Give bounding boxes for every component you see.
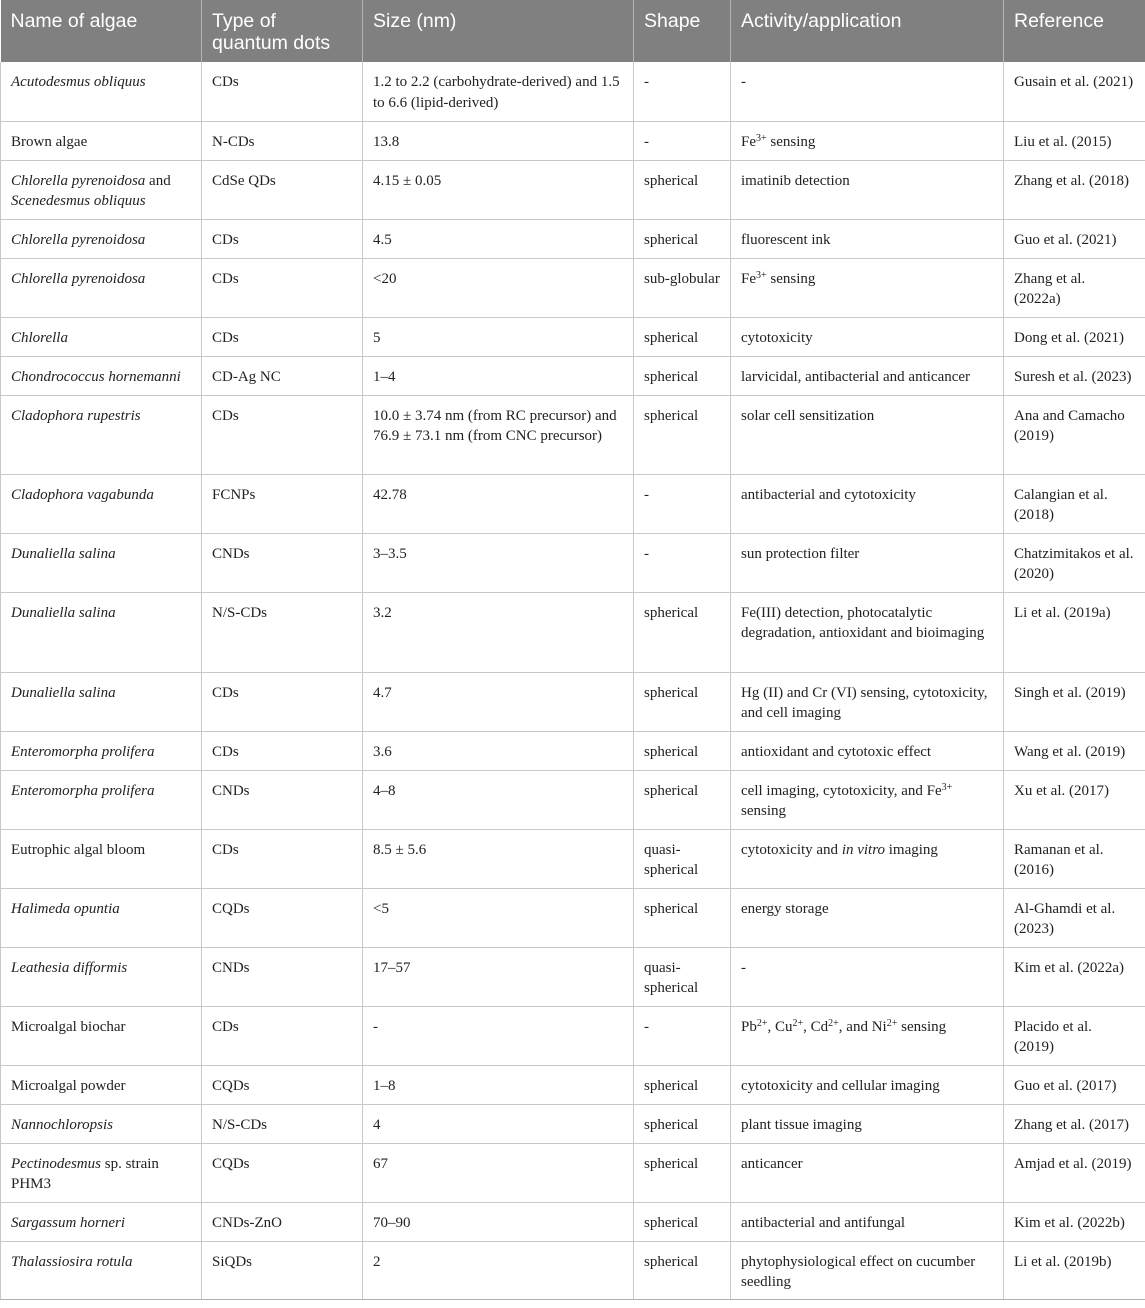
cell-name-of-algae: Chlorella pyrenoidosa — [1, 219, 202, 258]
cell-name-of-algae: Acutodesmus obliquus — [1, 62, 202, 121]
cell-name-of-algae: Microalgal biochar — [1, 1006, 202, 1065]
cell-size: 13.8 — [363, 121, 634, 160]
cell-activity-application: cytotoxicity and cellular imaging — [731, 1065, 1004, 1104]
cell-type-of-quantum-dots: CDs — [202, 829, 363, 888]
cell-type-of-quantum-dots: CQDs — [202, 1143, 363, 1202]
table-row — [1, 533, 1145, 592]
cell-size: 3.2 — [363, 592, 634, 672]
table-row — [1, 395, 1145, 474]
table-row — [1, 317, 1145, 356]
cell-reference: Wang et al. (2019) — [1004, 731, 1145, 770]
cell-name-of-algae: Leathesia difformis — [1, 947, 202, 1006]
cell-activity-application: solar cell sensitization — [731, 395, 1004, 474]
cell-name-of-algae: Pectinodesmus sp. strain PHM3 — [1, 1143, 202, 1202]
table-row — [1, 1202, 1145, 1241]
cell-activity-application: Fe(III) detection, photocatalytic degradation, antioxidant and bioimaging — [731, 592, 1004, 672]
cell-type-of-quantum-dots: CNDs — [202, 533, 363, 592]
cell-type-of-quantum-dots: N-CDs — [202, 121, 363, 160]
cell-activity-application: - — [731, 62, 1004, 121]
cell-name-of-algae: Halimeda opuntia — [1, 888, 202, 947]
cell-size: 5 — [363, 317, 634, 356]
cell-activity-application: antioxidant and cytotoxic effect — [731, 731, 1004, 770]
cell-size: 70–90 — [363, 1202, 634, 1241]
cell-shape: - — [634, 474, 731, 533]
cell-reference: Gusain et al. (2021) — [1004, 62, 1145, 121]
cell-type-of-quantum-dots: CDs — [202, 672, 363, 731]
cell-shape: - — [634, 121, 731, 160]
header-row — [1, 0, 1145, 62]
cell-type-of-quantum-dots: CDs — [202, 1006, 363, 1065]
cell-type-of-quantum-dots: CDs — [202, 219, 363, 258]
table-row — [1, 770, 1145, 829]
header-activity-application: Activity/application — [731, 0, 1004, 62]
cell-activity-application: antibacterial and cytotoxicity — [731, 474, 1004, 533]
table-row — [1, 829, 1145, 888]
cell-reference: Ana and Camacho (2019) — [1004, 395, 1145, 474]
cell-size: 17–57 — [363, 947, 634, 1006]
table-row — [1, 1241, 1145, 1299]
cell-reference: Xu et al. (2017) — [1004, 770, 1145, 829]
cell-activity-application: Hg (II) and Cr (VI) sensing, cytotoxicity, and cell imaging — [731, 672, 1004, 731]
cell-reference: Ramanan et al. (2016) — [1004, 829, 1145, 888]
cell-size: 4–8 — [363, 770, 634, 829]
cell-shape: spherical — [634, 160, 731, 219]
cell-reference: Li et al. (2019b) — [1004, 1241, 1145, 1299]
cell-name-of-algae: Chlorella pyrenoidosa — [1, 258, 202, 317]
cell-activity-application: $Pb^{2+}$, $Cu^{2+}$, $Cd^{2+}$, and $Ni^{2+}$ sensing — [731, 1006, 1004, 1065]
cell-reference: Li et al. (2019a) — [1004, 592, 1145, 672]
table-row — [1, 1104, 1145, 1143]
cell-size: 67 — [363, 1143, 634, 1202]
cell-activity-application: fluorescent ink — [731, 219, 1004, 258]
cell-shape: spherical — [634, 1241, 731, 1299]
cell-shape: spherical — [634, 672, 731, 731]
cell-size: - — [363, 1006, 634, 1065]
cell-shape: quasi-spherical — [634, 947, 731, 1006]
cell-name-of-algae: Chondrococcus hornemanni — [1, 356, 202, 395]
cell-size: <5 — [363, 888, 634, 947]
cell-shape: spherical — [634, 1202, 731, 1241]
cell-size: 4 — [363, 1104, 634, 1143]
cell-type-of-quantum-dots: CDs — [202, 395, 363, 474]
cell-type-of-quantum-dots: CDs — [202, 317, 363, 356]
cell-size: 4.15 ± 0.05 — [363, 160, 634, 219]
table-row — [1, 888, 1145, 947]
cell-type-of-quantum-dots: CDs — [202, 731, 363, 770]
cell-type-of-quantum-dots: CNDs — [202, 770, 363, 829]
cell-name-of-algae: Chlorella pyrenoidosa and Scenedesmus obliquus — [1, 160, 202, 219]
cell-type-of-quantum-dots: N/S-CDs — [202, 592, 363, 672]
cell-type-of-quantum-dots: CdSe QDs — [202, 160, 363, 219]
cell-activity-application: phytophysiological effect on cucumber seedling — [731, 1241, 1004, 1299]
cell-size: 3.6 — [363, 731, 634, 770]
cell-name-of-algae: Brown algae — [1, 121, 202, 160]
cell-shape: spherical — [634, 219, 731, 258]
cell-activity-application: cytotoxicity — [731, 317, 1004, 356]
cell-name-of-algae: Sargassum horneri — [1, 1202, 202, 1241]
table-row — [1, 1143, 1145, 1202]
cell-reference: Zhang et al. (2017) — [1004, 1104, 1145, 1143]
cell-shape: - — [634, 533, 731, 592]
cell-shape: spherical — [634, 1143, 731, 1202]
header-type-of-quantum-dots: Type of quantum dots — [202, 0, 363, 62]
cell-type-of-quantum-dots: CD-Ag NC — [202, 356, 363, 395]
cell-reference: Guo et al. (2021) — [1004, 219, 1145, 258]
cell-size: 3–3.5 — [363, 533, 634, 592]
cell-reference: Guo et al. (2017) — [1004, 1065, 1145, 1104]
table-row — [1, 474, 1145, 533]
cell-reference: Dong et al. (2021) — [1004, 317, 1145, 356]
cell-shape: - — [634, 62, 731, 121]
cell-shape: spherical — [634, 317, 731, 356]
cell-reference: Calangian et al. (2018) — [1004, 474, 1145, 533]
cell-name-of-algae: Enteromorpha prolifera — [1, 770, 202, 829]
table-row — [1, 731, 1145, 770]
table-row — [1, 121, 1145, 160]
cell-reference: Kim et al. (2022b) — [1004, 1202, 1145, 1241]
cell-shape: spherical — [634, 888, 731, 947]
cell-name-of-algae: Enteromorpha prolifera — [1, 731, 202, 770]
cell-size: 4.7 — [363, 672, 634, 731]
cell-activity-application: sun protection filter — [731, 533, 1004, 592]
cell-activity-application: $Fe^{3+}$ sensing — [731, 121, 1004, 160]
cell-size: 1.2 to 2.2 (carbohydrate-derived) and 1.5 to 6.6 (lipid-derived) — [363, 62, 634, 121]
table-row — [1, 219, 1145, 258]
table-row — [1, 160, 1145, 219]
cell-shape: spherical — [634, 356, 731, 395]
cell-shape: quasi-spherical — [634, 829, 731, 888]
cell-size: 2 — [363, 1241, 634, 1299]
cell-name-of-algae: Dunaliella salina — [1, 672, 202, 731]
cell-size: 42.78 — [363, 474, 634, 533]
cell-reference: Amjad et al. (2019) — [1004, 1143, 1145, 1202]
cell-reference: Kim et al. (2022a) — [1004, 947, 1145, 1006]
cell-shape: - — [634, 1006, 731, 1065]
cell-type-of-quantum-dots: CQDs — [202, 1065, 363, 1104]
table-row — [1, 1065, 1145, 1104]
cell-shape: spherical — [634, 1104, 731, 1143]
cell-shape: spherical — [634, 1065, 731, 1104]
cell-shape: spherical — [634, 395, 731, 474]
cell-activity-application: $Fe^{3+}$ sensing — [731, 258, 1004, 317]
cell-size: 8.5 ± 5.6 — [363, 829, 634, 888]
table-row — [1, 62, 1145, 121]
cell-reference: Placido et al. (2019) — [1004, 1006, 1145, 1065]
cell-name-of-algae: Cladophora vagabunda — [1, 474, 202, 533]
cell-activity-application: imatinib detection — [731, 160, 1004, 219]
cell-activity-application: anticancer — [731, 1143, 1004, 1202]
cell-reference: Zhang et al. (2022a) — [1004, 258, 1145, 317]
cell-type-of-quantum-dots: SiQDs — [202, 1241, 363, 1299]
cell-type-of-quantum-dots: CNDs — [202, 947, 363, 1006]
cell-reference: Chatzimitakos et al. (2020) — [1004, 533, 1145, 592]
cell-activity-application: cytotoxicity and in vitro imaging — [731, 829, 1004, 888]
cell-type-of-quantum-dots: CDs — [202, 258, 363, 317]
cell-reference: Zhang et al. (2018) — [1004, 160, 1145, 219]
cell-size: 1–4 — [363, 356, 634, 395]
cell-type-of-quantum-dots: CQDs — [202, 888, 363, 947]
table-row — [1, 258, 1145, 317]
cell-activity-application: plant tissue imaging — [731, 1104, 1004, 1143]
header-shape: Shape — [634, 0, 731, 62]
header-name-of-algae: Name of algae — [1, 0, 202, 62]
cell-name-of-algae: Dunaliella salina — [1, 533, 202, 592]
cell-name-of-algae: Microalgal powder — [1, 1065, 202, 1104]
cell-reference: Suresh et al. (2023) — [1004, 356, 1145, 395]
cell-name-of-algae: Eutrophic algal bloom — [1, 829, 202, 888]
cell-name-of-algae: Thalassiosira rotula — [1, 1241, 202, 1299]
cell-shape: spherical — [634, 770, 731, 829]
cell-size: <20 — [363, 258, 634, 317]
cell-type-of-quantum-dots: CNDs-ZnO — [202, 1202, 363, 1241]
cell-name-of-algae: Cladophora rupestris — [1, 395, 202, 474]
table-row — [1, 672, 1145, 731]
cell-reference: Liu et al. (2015) — [1004, 121, 1145, 160]
cell-name-of-algae: Nannochloropsis — [1, 1104, 202, 1143]
header-reference: Reference — [1004, 0, 1145, 62]
cell-type-of-quantum-dots: CDs — [202, 62, 363, 121]
cell-shape: spherical — [634, 592, 731, 672]
table-header — [1, 0, 1145, 62]
table-row — [1, 1006, 1145, 1065]
cell-type-of-quantum-dots: FCNPs — [202, 474, 363, 533]
cell-activity-application: energy storage — [731, 888, 1004, 947]
table-row — [1, 947, 1145, 1006]
cell-reference: Al-Ghamdi et al. (2023) — [1004, 888, 1145, 947]
header-size: Size (nm) — [363, 0, 634, 62]
cell-reference: Singh et al. (2019) — [1004, 672, 1145, 731]
cell-size: 1–8 — [363, 1065, 634, 1104]
cell-type-of-quantum-dots: N/S-CDs — [202, 1104, 363, 1143]
cell-activity-application: cell imaging, cytotoxicity, and $Fe^{3+}$ sensing — [731, 770, 1004, 829]
cell-size: 10.0 ± 3.74 nm (from RC precursor) and 76.9 ± 73.1 nm (from CNC precursor) — [363, 395, 634, 474]
cell-size: 4.5 — [363, 219, 634, 258]
cell-name-of-algae: Dunaliella salina — [1, 592, 202, 672]
cell-name-of-algae: Chlorella — [1, 317, 202, 356]
cell-activity-application: larvicidal, antibacterial and anticancer — [731, 356, 1004, 395]
table-body — [1, 62, 1145, 1299]
cell-activity-application: - — [731, 947, 1004, 1006]
cell-shape: spherical — [634, 731, 731, 770]
cell-shape: sub-globular — [634, 258, 731, 317]
cell-activity-application: antibacterial and antifungal — [731, 1202, 1004, 1241]
table-row — [1, 356, 1145, 395]
table-row — [1, 592, 1145, 672]
